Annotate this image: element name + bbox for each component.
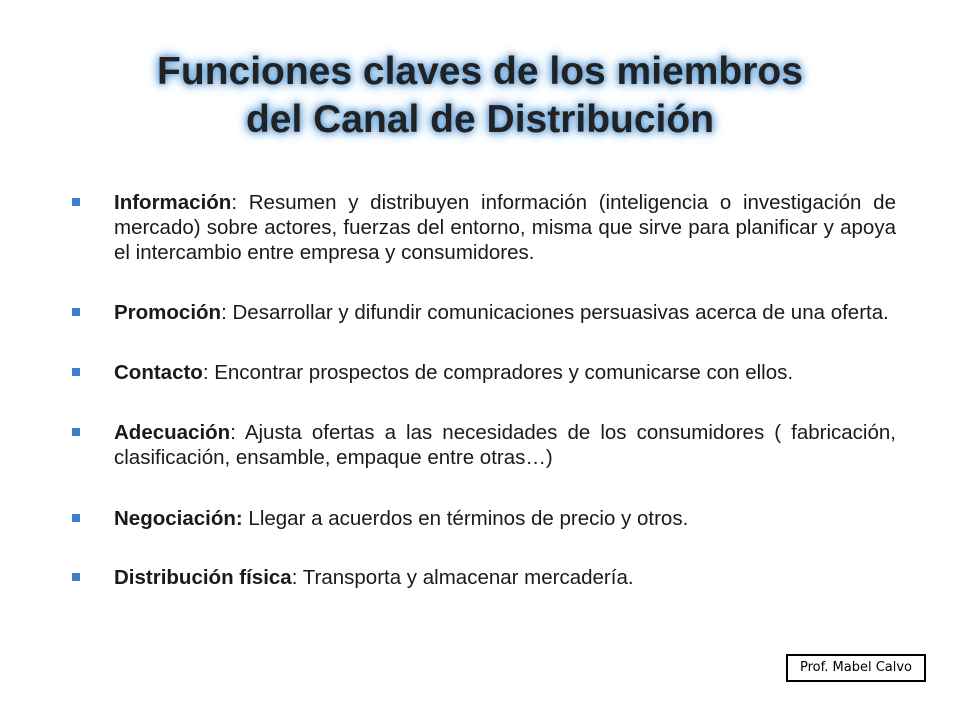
author-label: Prof. Mabel Calvo [786, 654, 926, 682]
square-bullet-icon [72, 573, 80, 581]
bullet-item-adecuacion [68, 420, 896, 470]
slide-title-line-1: Funciones claves de los miembros [157, 50, 803, 93]
square-bullet-icon [72, 514, 80, 522]
bullet-term: Negociación: [114, 507, 243, 530]
bullet-term: Información [114, 191, 232, 214]
bullet-term: Promoción [114, 301, 222, 324]
slide-title-line-2: del Canal de Distribución [245, 98, 715, 141]
bullet-separator: : [221, 301, 233, 324]
square-bullet-icon [72, 428, 80, 436]
bullet-term: Contacto [114, 361, 203, 384]
square-bullet-icon [72, 368, 80, 376]
bullet-list [68, 190, 896, 590]
bullet-item-negociacion [68, 506, 896, 531]
bullet-item-informacion [68, 190, 896, 265]
bullet-item-contacto [68, 360, 896, 385]
bullet-separator: : [231, 191, 249, 214]
bullet-text: Resumen y distribuyen información (inteligencia o investigación de mercado) sobre actores, fuerzas del entorno, misma que sirve para planificar y apoya el intercambio entre empresa y consumidores. [114, 191, 896, 264]
bullet-separator: : [230, 421, 245, 444]
bullet-term: Distribución física [114, 566, 292, 589]
bullet-text: Ajusta ofertas a las necesidades de los consumidores ( fabricación, clasificación, ensamble, empaque entre otras…) [114, 421, 896, 469]
bullet-text: Desarrollar y difundir comunicaciones persuasivas acerca de una oferta. [232, 301, 889, 324]
square-bullet-icon [72, 198, 80, 206]
slide-title [0, 48, 960, 144]
bullet-item-distribucion-fisica [68, 565, 896, 590]
bullet-item-promocion [68, 300, 896, 325]
bullet-separator: : [291, 566, 303, 589]
bullet-text: Encontrar prospectos de compradores y comunicarse con ellos. [214, 361, 794, 384]
bullet-text: Llegar a acuerdos en términos de precio y otros. [248, 507, 689, 530]
square-bullet-icon [72, 308, 80, 316]
bullet-text: Transporta y almacenar mercadería. [302, 566, 634, 589]
bullet-separator: : [202, 361, 215, 384]
bullet-term: Adecuación [114, 421, 231, 444]
